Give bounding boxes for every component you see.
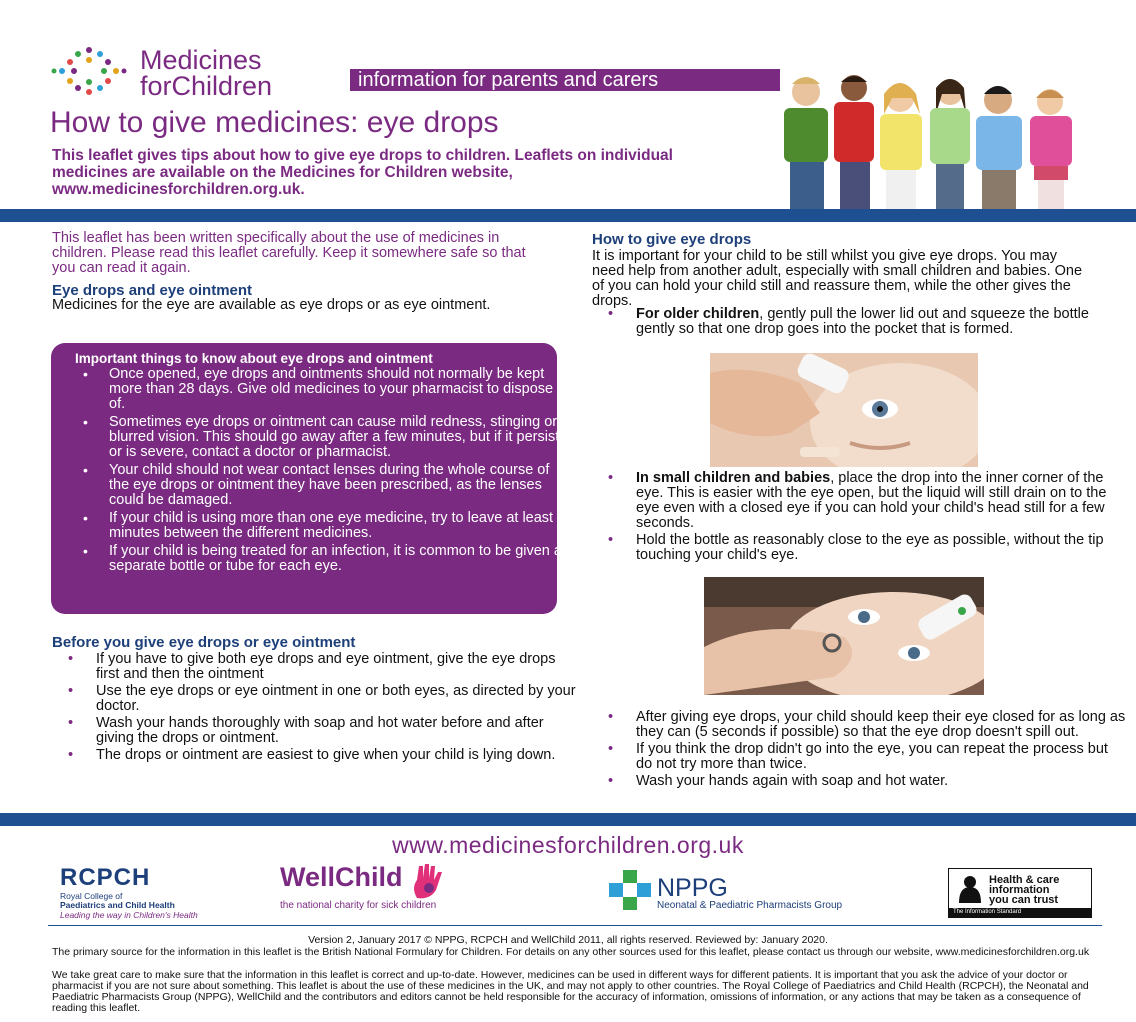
logo-text-medicines: Medicines bbox=[140, 45, 262, 75]
lead-paragraph: This leaflet has been written specifically about the use of medicines in children. Please read this leaflet carefully. Keep it somewhere safe so that you can read it again. bbox=[52, 230, 526, 276]
list-item bbox=[636, 307, 1126, 337]
tagline-banner: information for parents and carers bbox=[350, 69, 780, 91]
wellchild-logo bbox=[280, 862, 530, 911]
section-heading-before: Before you give eye drops or eye ointment bbox=[52, 634, 356, 651]
footer-divider-band bbox=[0, 813, 1136, 826]
nppg-cross-icon bbox=[607, 870, 653, 910]
information-standard-footer: The Information Standard bbox=[949, 908, 1091, 917]
website-url[interactable]: www.medicinesforchildren.org.uk bbox=[392, 832, 744, 858]
list-item bbox=[636, 471, 1126, 531]
footer-rule bbox=[48, 925, 1102, 926]
nppg-subtitle: Neonatal & Paediatric Pharmacists Group bbox=[657, 900, 843, 911]
rcpch-line2: Paediatrics and Child Health bbox=[60, 900, 175, 910]
source-text: The primary source for the information in this leaflet is the British National Formulary for Children. For details on any other sources used for this leaflet, please contact us through our website, www.medicinesforchildren.org.uk bbox=[52, 946, 1090, 958]
important-info-list bbox=[83, 367, 571, 577]
section-body-how-to: It is important for your child to be still whilst you give eye drops. You may need help from another adult, especially with small children and babies. One of you can hold your child still and reassure them, while the other gives the drops. bbox=[592, 248, 1083, 309]
header-divider-band bbox=[0, 209, 1136, 222]
information-standard-text bbox=[989, 875, 1059, 905]
disclaimer-text: We take great care to make sure that the information in this leaflet is correct and up-to-date. However, medicines can be used in different ways for different patients. It is important that you ask the advice of your doctor or pharmacist if you are not sure about something. This leaflet is about the use of these medicines in the UK, and may not apply to other countries. The Royal College of Paediatrics and Child Health (RCPCH), the Neonatal and Paediatric Pharmacists Group (NPPG), WellChild and the contributors and editors cannot be held responsible for the accuracy of information, omissions of information, or any actions that may be taken as a consequence of reading this leaflet. bbox=[52, 969, 1089, 1014]
children-group-photo bbox=[762, 70, 1092, 212]
hci-line1: Health & care bbox=[989, 874, 1060, 886]
version-text: Version 2, January 2017 © NPPG, RCPCH and WellChild 2011, all rights reserved. Reviewed by: January 2020. bbox=[308, 934, 828, 946]
information-standard-icon bbox=[955, 873, 985, 905]
nppg-logo-text: NPPG bbox=[657, 874, 728, 902]
list-item: • If you have to give both eye drops and eye ointment, give the eye drops first and then the ointment bbox=[96, 652, 576, 682]
list-item: • Hold the bottle as reasonably close to the eye as possible, without the tip touching your child's eye. bbox=[636, 533, 1126, 563]
older-children-bold: For older children bbox=[636, 306, 760, 322]
logo-text-for-children: forChildren bbox=[140, 71, 273, 101]
small-children-list bbox=[608, 471, 1126, 565]
eye-drop-photo-older-child bbox=[710, 353, 978, 467]
rcpch-line1: Royal College of bbox=[60, 891, 123, 901]
wellchild-logo-text: WellChild bbox=[280, 862, 403, 892]
list-item: • If you think the drop didn't go into the eye, you can repeat the process but do not try more than twice. bbox=[636, 742, 1126, 772]
eye-drop-photo-small-child bbox=[704, 577, 984, 695]
important-info-box bbox=[51, 343, 567, 614]
list-item: • The drops or ointment are easiest to give when your child is lying down. bbox=[96, 748, 576, 763]
older-children-text: , gently pull the lower lid out and squeeze the bottle gently so that one drop goes into the pocket that is formed. bbox=[636, 306, 1089, 337]
section-body-eye-drops: Medicines for the eye are available as eye drops or as eye ointment. bbox=[52, 297, 491, 313]
list-item: • Wash your hands thoroughly with soap and hot water before and after giving the drops or ointment. bbox=[96, 716, 576, 746]
list-item: • After giving eye drops, your child should keep their eye closed for as long as they can (5 seconds if possible) so that the eye drop doesn't spill out. bbox=[636, 710, 1126, 740]
small-children-bold: In small children and babies bbox=[636, 470, 831, 486]
important-info-title: Important things to know about eye drops and ointment bbox=[75, 351, 433, 366]
list-item: • Once opened, eye drops and ointments should not normally be kept more than 28 days. Give old medicines to your pharmacist to dispose of. bbox=[109, 367, 571, 412]
nppg-logo bbox=[607, 866, 897, 916]
section-heading-eye-drops: Eye drops and eye ointment bbox=[52, 282, 253, 299]
rcpch-tagline: Leading the way in Children's Health bbox=[60, 910, 198, 920]
older-children-list bbox=[608, 307, 1126, 339]
section-heading-how-to: How to give eye drops bbox=[592, 231, 752, 248]
page-title: How to give medicines: eye drops bbox=[50, 106, 499, 139]
hci-line3: you can trust bbox=[989, 894, 1059, 906]
list-item: • If your child is being treated for an infection, it is common to be given a separate bottle or tube for each eye. bbox=[109, 544, 571, 574]
intro-text: This leaflet gives tips about how to give eye drops to children. Leaflets on individual medicines are available on the Medicines for Children website, www.medicinesforchildren.org.uk. bbox=[52, 147, 673, 198]
medicines-for-children-logo-icon bbox=[48, 44, 130, 98]
list-item: • If your child is using more than one eye medicine, try to leave at least 5 minutes between the different medicines. bbox=[109, 511, 571, 541]
small-children-text: , place the drop into the inner corner of the eye. This is easier with the eye open, but the liquid will still drain on to the eye even with a closed eye if you can hold your child's head still for a few seconds. bbox=[636, 470, 1107, 531]
rcpch-logo bbox=[60, 864, 220, 920]
after-list bbox=[608, 710, 1126, 791]
list-item: • Wash your hands again with soap and hot water. bbox=[636, 774, 1126, 789]
list-item: • Your child should not wear contact lenses during the whole course of the eye drops or ointment they have been prescribed, as the lenses could be damaged. bbox=[109, 463, 571, 508]
hci-line2: information bbox=[989, 884, 1050, 896]
list-item: • Use the eye drops or eye ointment in one or both eyes, as directed by your doctor. bbox=[96, 684, 576, 714]
wellchild-hand-icon bbox=[409, 862, 449, 900]
wellchild-subtitle: the national charity for sick children bbox=[280, 900, 437, 911]
rcpch-logo-text: RCPCH bbox=[60, 864, 151, 891]
list-item: • Sometimes eye drops or ointment can cause mild redness, stinging or blurred vision. This should go away after a few minutes, but if it persists or is severe, contact a doctor or pharmacist. bbox=[109, 415, 571, 460]
information-standard-badge bbox=[948, 868, 1092, 918]
before-list bbox=[68, 652, 576, 765]
